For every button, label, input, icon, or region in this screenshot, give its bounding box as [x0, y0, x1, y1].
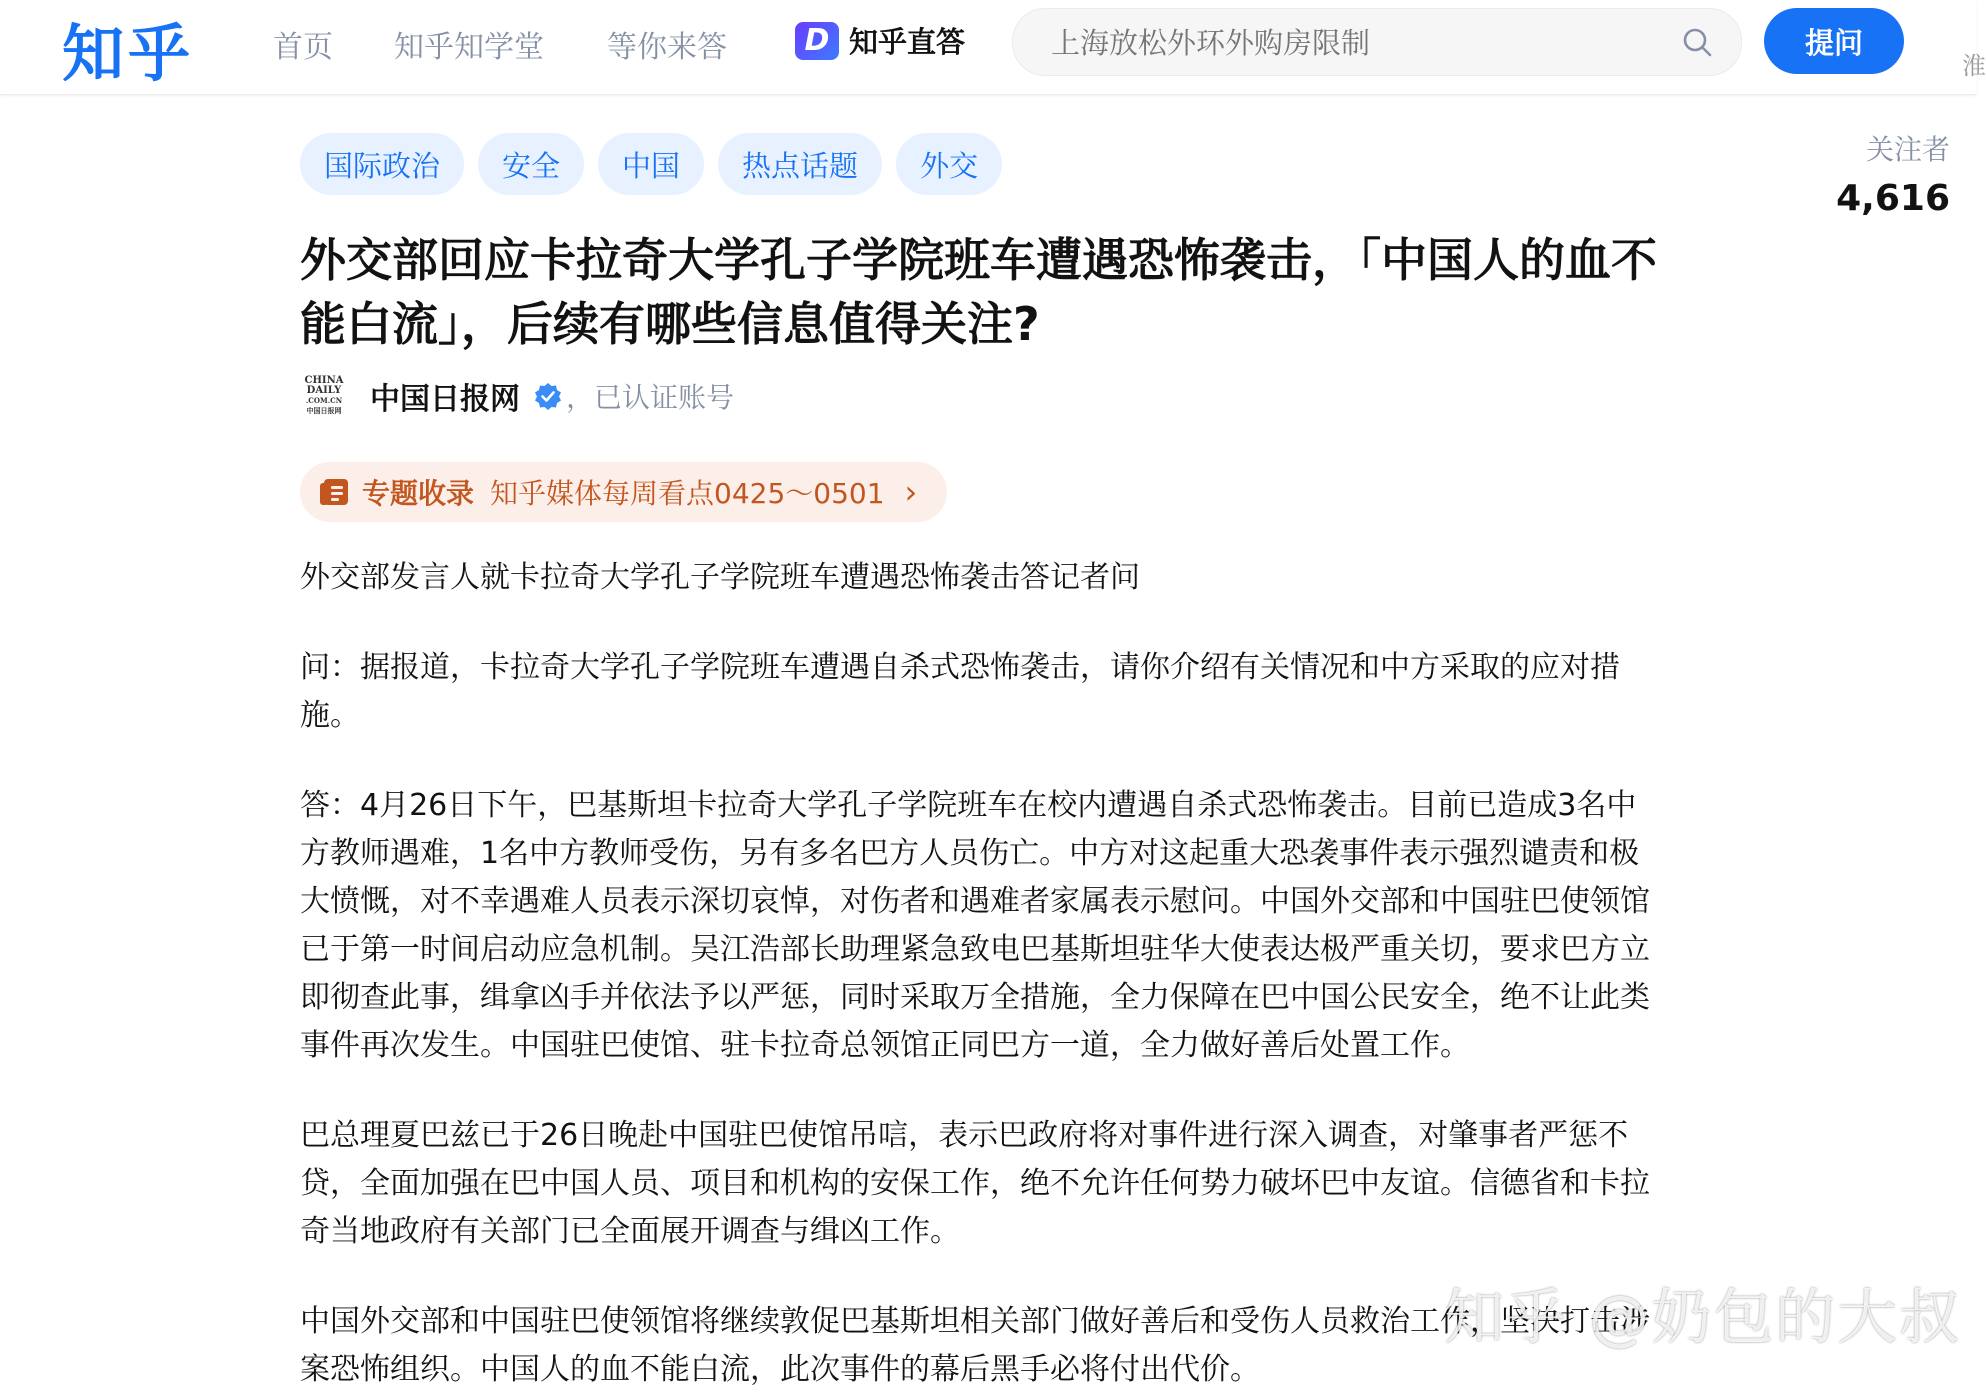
followers-label: 关注者	[1865, 133, 1950, 166]
content-paragraph: 巴总理夏巴兹已于26日晚赴中国驻巴使馆吊唁，表示巴政府将对事件进行深入调查，对肇事者严惩不贷，全面加强在巴中国人员、项目和机构的安保工作，绝不允许任何势力破坏巴中友谊。信德省和卡拉奇当地政府有关部门已全面展开调查与缉凶工作。	[300, 1118, 1650, 1249]
content-paragraph: 问：据报道，卡拉奇大学孔子学院班车遭遇自杀式恐怖袭击，请你介绍有关情况和中方采取的应对措施。	[300, 650, 1620, 733]
zhida-logo-icon: D	[795, 22, 839, 60]
avatar[interactable]	[300, 372, 348, 420]
watermark: 知乎 @奶包的大叔	[1444, 1283, 1962, 1353]
content-paragraph: 外交部发言人就卡拉奇大学孔子学院班车遭遇恐怖袭击答记者问	[300, 560, 1140, 595]
topic-tag[interactable]: 外交	[896, 133, 1002, 195]
question-title: 外交部回应卡拉奇大学孔子学院班车遭遇恐怖袭击，「中国人的血不能白流」，后续有哪些信息值得关注?	[300, 233, 1657, 351]
topic-tag[interactable]: 国际政治	[300, 133, 464, 195]
content-paragraph: 答：4月26日下午，巴基斯坦卡拉奇大学孔子学院班车在校内遭遇自杀式恐怖袭击。目前已造成3名中方教师遇难，1名中方教师受伤，另有多名巴方人员伤亡。中方对这起重大恐袭事件表示强烈谴责和极大愤慨，对不幸遇难人员表示深切哀悼，对伤者和遇难者家属表示慰问。中国外交部和中国驻巴使领馆已于第一时间启动应急机制。吴江浩部长助理紧急致电巴基斯坦驻华大使表达极严重关切，要求巴方立即彻查此事，缉拿凶手并依法予以严惩，同时采取万全措施，全力保障在巴中国公民安全，绝不让此类事件再次发生。中国驻巴使馆、驻卡拉奇总领馆正同巴方一道，全力做好善后处置工作。	[300, 788, 1650, 1063]
topic-collection-link[interactable]	[300, 462, 947, 522]
avatar-text: 中国日报网	[306, 406, 342, 415]
followers-count: 4,616	[1836, 178, 1950, 219]
collection-icon	[318, 475, 352, 509]
content-paragraph: 中国外交部和中国驻巴使领馆将继续敦促巴基斯坦相关部门做好善后和受伤人员救治工作，坚决打击涉案恐怖组织。中国人的血不能白流，此次事件的幕后黑手必将付出代价。	[300, 1304, 1650, 1387]
nav-zhida[interactable]	[795, 20, 965, 61]
topic-tag[interactable]: 热点话题	[718, 133, 882, 195]
topic-tags	[300, 133, 1002, 195]
top-header	[0, 0, 1986, 95]
nav-zhixuetang[interactable]: 知乎知学堂	[394, 30, 544, 65]
author-row	[300, 372, 734, 420]
avatar-text: DAILY	[306, 385, 342, 396]
verified-text: ，已认证账号	[566, 381, 735, 414]
avatar-text: CHINA	[304, 375, 344, 386]
search-icon[interactable]	[1681, 26, 1713, 58]
topic-tag[interactable]: 安全	[478, 133, 584, 195]
search-box	[1012, 8, 1742, 76]
chevron-right-icon: ›	[904, 473, 918, 511]
author-name[interactable]: 中国日报网	[370, 382, 520, 417]
search-input[interactable]	[1049, 9, 1653, 77]
question-detail	[300, 554, 1652, 1394]
zhihu-logo[interactable]: 知乎	[62, 17, 195, 90]
nav-home[interactable]: 首页	[273, 30, 333, 65]
collection-title: 知乎媒体每周看点0425～0501	[490, 477, 885, 510]
collection-label: 专题收录	[362, 477, 475, 510]
verified-badge-icon	[534, 382, 562, 410]
zhida-label: 知乎直答	[849, 25, 966, 59]
ask-question-button[interactable]: 提问	[1764, 8, 1904, 74]
nav-waiting-answers[interactable]: 等你来答	[607, 30, 727, 65]
topic-tag[interactable]: 中国	[598, 133, 704, 195]
edge-text: 淮	[1962, 52, 1986, 80]
avatar-text: .COM.CN	[305, 396, 343, 405]
followers-box[interactable]	[1830, 128, 1950, 219]
